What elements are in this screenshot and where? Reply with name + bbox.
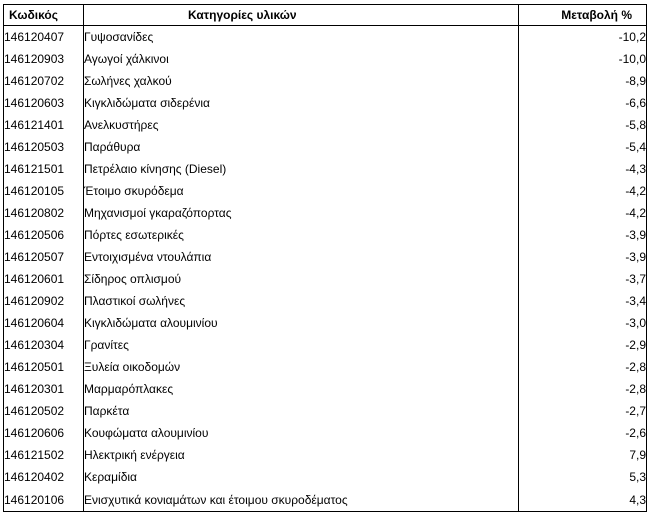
table-row: [4, 114, 647, 136]
table-row: [4, 136, 647, 158]
row-code: 146121501: [4, 158, 84, 180]
row-category: Μηχανισμοί γκαραζόπορτας: [84, 202, 519, 224]
row-code: 146120106: [4, 488, 84, 512]
row-change: 4,3: [519, 488, 647, 512]
row-category: Ξυλεία οικοδομών: [84, 356, 519, 378]
row-category: Πόρτες εσωτερικές: [84, 224, 519, 246]
row-category: Παράθυρα: [84, 136, 519, 158]
row-change: -10,2: [519, 26, 647, 49]
row-change: -3,7: [519, 268, 647, 290]
row-code: 146120301: [4, 378, 84, 400]
table-row: [4, 70, 647, 92]
row-category: Σωλήνες χαλκού: [84, 70, 519, 92]
row-code: 146120501: [4, 356, 84, 378]
table-row: [4, 92, 647, 114]
row-code: 146120606: [4, 422, 84, 444]
row-category: Έτοιμο σκυρόδεμα: [84, 180, 519, 202]
table-row: [4, 202, 647, 224]
row-code: 146120402: [4, 466, 84, 488]
row-change: -8,9: [519, 70, 647, 92]
row-change: -4,3: [519, 158, 647, 180]
row-code: 146121502: [4, 444, 84, 466]
row-code: 146121401: [4, 114, 84, 136]
table-row: [4, 158, 647, 180]
table-row: [4, 334, 647, 356]
header-code: Κωδικός: [4, 5, 84, 26]
row-code: 146120702: [4, 70, 84, 92]
row-code: 146120902: [4, 290, 84, 312]
row-code: 146120105: [4, 180, 84, 202]
row-category: Πλαστικοί σωλήνες: [84, 290, 519, 312]
table-row: [4, 422, 647, 444]
row-category: Ενισχυτικά κονιαμάτων και έτοιμου σκυροδέματος: [84, 488, 519, 512]
row-change: 5,3: [519, 466, 647, 488]
table-body: [4, 26, 647, 512]
row-change: -2,8: [519, 356, 647, 378]
row-category: Εντοιχισμένα ντουλάπια: [84, 246, 519, 268]
row-change: -4,2: [519, 180, 647, 202]
row-category: Μαρμαρόπλακες: [84, 378, 519, 400]
header-category: Κατηγορίες υλικών: [84, 5, 519, 26]
table-row: [4, 378, 647, 400]
row-code: 146120304: [4, 334, 84, 356]
table-row: [4, 488, 647, 512]
row-change: -10,0: [519, 48, 647, 70]
row-code: 146120603: [4, 92, 84, 114]
row-change: -6,6: [519, 92, 647, 114]
row-category: Σίδηρος οπλισμού: [84, 268, 519, 290]
row-change: -5,8: [519, 114, 647, 136]
table-row: [4, 356, 647, 378]
row-change: -3,9: [519, 224, 647, 246]
table-row: [4, 224, 647, 246]
row-category: Ανελκυστήρες: [84, 114, 519, 136]
row-code: 146120903: [4, 48, 84, 70]
row-category: Γρανίτες: [84, 334, 519, 356]
table-row: [4, 444, 647, 466]
table-row: [4, 312, 647, 334]
row-category: Αγωγοί χάλκινοι: [84, 48, 519, 70]
table-row: [4, 48, 647, 70]
row-change: -4,2: [519, 202, 647, 224]
table-row: [4, 400, 647, 422]
table-row: [4, 246, 647, 268]
row-change: -2,6: [519, 422, 647, 444]
row-change: -3,4: [519, 290, 647, 312]
row-code: 146120407: [4, 26, 84, 49]
row-change: -3,9: [519, 246, 647, 268]
table-row: [4, 466, 647, 488]
row-code: 146120503: [4, 136, 84, 158]
row-code: 146120506: [4, 224, 84, 246]
row-category: Παρκέτα: [84, 400, 519, 422]
row-category: Γυψοσανίδες: [84, 26, 519, 49]
row-code: 146120502: [4, 400, 84, 422]
table-row: [4, 26, 647, 49]
header-change: Μεταβολή %: [519, 5, 647, 26]
row-code: 146120802: [4, 202, 84, 224]
row-category: Πετρέλαιο κίνησης (Diesel): [84, 158, 519, 180]
row-code: 146120601: [4, 268, 84, 290]
table-row: [4, 290, 647, 312]
row-change: -2,7: [519, 400, 647, 422]
row-code: 146120604: [4, 312, 84, 334]
row-category: Κιγκλιδώματα αλουμινίου: [84, 312, 519, 334]
row-category: Κουφώματα αλουμινίου: [84, 422, 519, 444]
materials-change-table: [3, 4, 647, 512]
row-change: -3,0: [519, 312, 647, 334]
row-category: Ηλεκτρική ενέργεια: [84, 444, 519, 466]
header-row: [4, 5, 647, 26]
table-row: [4, 180, 647, 202]
row-change: -2,9: [519, 334, 647, 356]
row-change: 7,9: [519, 444, 647, 466]
row-change: -2,8: [519, 378, 647, 400]
row-category: Κιγκλιδώματα σιδερένια: [84, 92, 519, 114]
row-category: Κεραμίδια: [84, 466, 519, 488]
table-row: [4, 268, 647, 290]
row-change: -5,4: [519, 136, 647, 158]
row-code: 146120507: [4, 246, 84, 268]
